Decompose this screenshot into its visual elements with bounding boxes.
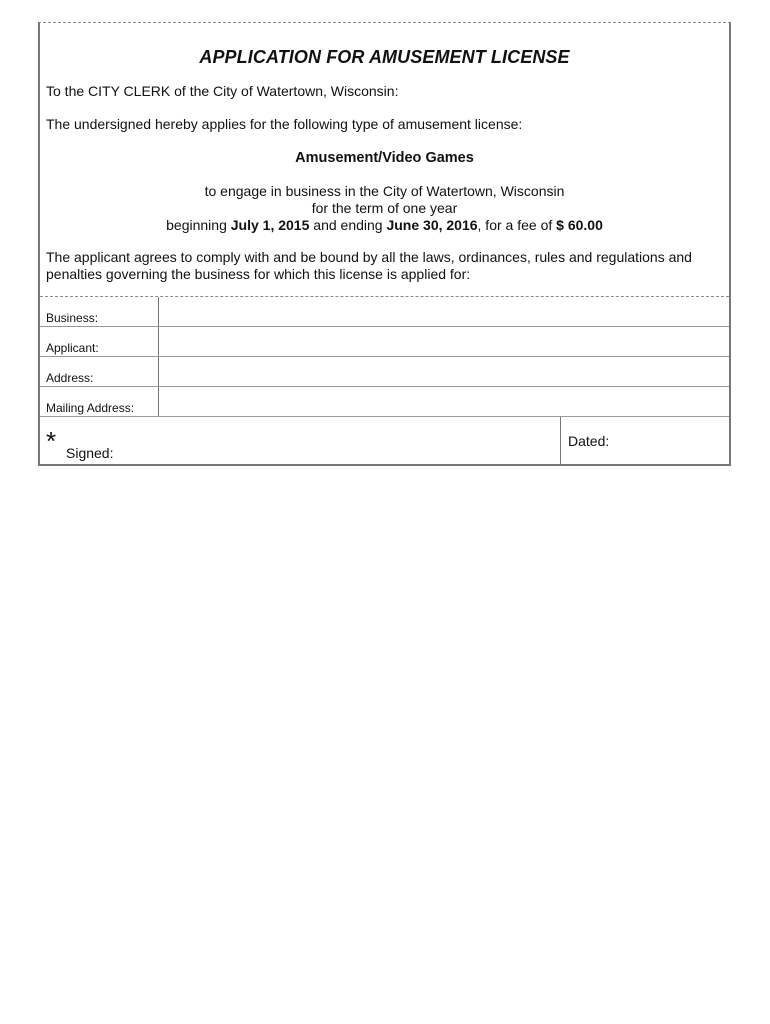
license-fee: $ 60.00 <box>556 217 603 233</box>
mailing-address-label: Mailing Address: <box>40 387 159 416</box>
signed-label: Signed: <box>66 445 114 461</box>
end-date: June 30, 2016 <box>386 217 478 233</box>
dated-label: Dated: <box>568 433 610 449</box>
applicant-row <box>40 327 729 357</box>
address-field[interactable] <box>159 357 729 386</box>
fee-prefix: , for a fee of <box>477 217 557 233</box>
signature-row <box>40 417 729 465</box>
engage-line: to engage in business in the City of Watertown, Wisconsin <box>204 183 565 199</box>
license-type: Amusement/Video Games <box>295 150 474 166</box>
amusement-license-form <box>38 22 731 466</box>
address-row <box>40 357 729 387</box>
license-period-line <box>40 217 729 234</box>
business-field[interactable] <box>159 297 729 326</box>
agreement-text: The applicant agrees to comply with and be bound by all the laws, ordinances, rules and regulations and penalties governing the business for which this license is applied for: <box>46 249 692 282</box>
period-middle: and ending <box>309 217 387 233</box>
term-line: for the term of one year <box>311 200 458 216</box>
addressee-line: To the CITY CLERK of the City of Watertown, Wisconsin: <box>46 83 399 99</box>
business-label: Business: <box>40 297 159 326</box>
applicant-fields <box>40 296 729 465</box>
form-title: APPLICATION FOR AMUSEMENT LICENSE <box>199 47 570 67</box>
address-label: Address: <box>40 357 159 386</box>
business-row <box>40 297 729 327</box>
intro-line: The undersigned hereby applies for the following type of amusement license: <box>46 116 523 132</box>
dated-field[interactable] <box>561 417 729 465</box>
signature-field[interactable] <box>40 417 561 465</box>
period-prefix: beginning <box>166 217 231 233</box>
mailing-address-field[interactable] <box>159 387 729 416</box>
required-asterisk: * <box>46 426 57 456</box>
applicant-label: Applicant: <box>40 327 159 356</box>
start-date: July 1, 2015 <box>230 217 310 233</box>
mailing-address-row <box>40 387 729 417</box>
applicant-field[interactable] <box>159 327 729 356</box>
